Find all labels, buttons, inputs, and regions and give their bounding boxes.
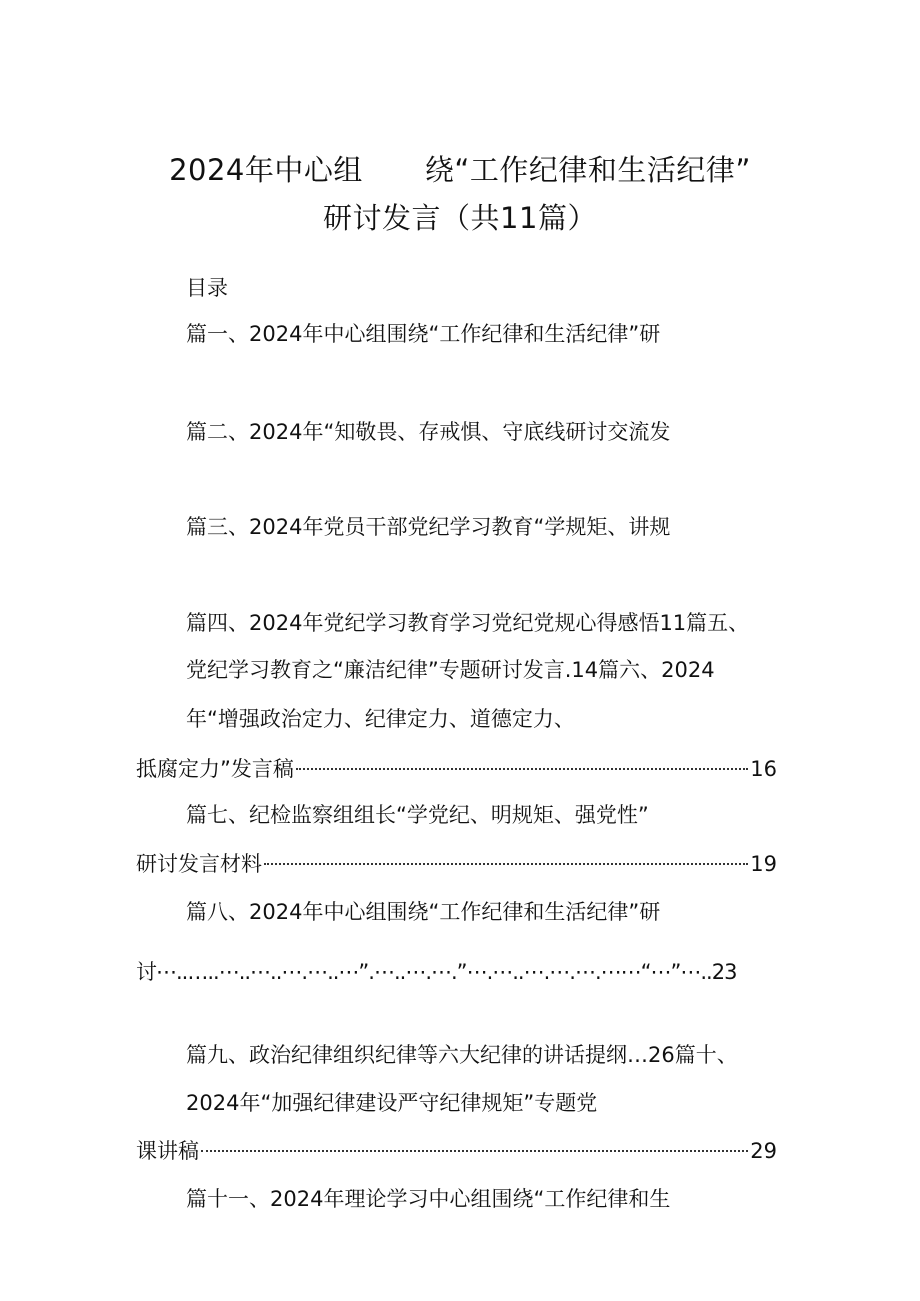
toc-entry-7-label: 抵腐定力”发言稿 <box>136 757 294 781</box>
toc-heading: 目录 <box>186 276 228 300</box>
toc-entry-12: 篇九、政治纪律组织纪律等六大纪律的讲话提纲…26篇十、 <box>186 1043 738 1067</box>
toc-entry-3: 篇三、2024年党员干部党纪学习教育“学规矩、讲规 <box>186 515 671 539</box>
toc-entry-6: 年“增强政治定力、纪律定力、道德定力、 <box>186 707 575 731</box>
toc-entry-14-page: 29 <box>750 1139 777 1163</box>
toc-entry-15: 篇十一、2024年理论学习中心组围绕“工作纪律和生 <box>186 1187 671 1211</box>
dot-leader <box>296 768 748 770</box>
title-part-2: 绕“工作纪律和生活纪律” <box>424 153 751 187</box>
title-part-1: 2024年中心组 <box>169 153 363 187</box>
toc-entry-9 <box>136 850 777 878</box>
toc-entry-9-label: 研讨发言材料 <box>136 852 262 876</box>
toc-entry-7 <box>136 755 777 783</box>
toc-entry-13: 2024年“加强纪律建设严守纪律规矩”专题党 <box>186 1091 598 1115</box>
toc-entry-5: 党纪学习教育之“廉洁纪律”专题研讨发言.14篇六、2024 <box>186 658 715 682</box>
dot-leader <box>201 1150 748 1152</box>
toc-entry-9-page: 19 <box>750 852 777 876</box>
toc-entry-10: 篇八、2024年中心组围绕“工作纪律和生活纪律”研 <box>186 900 661 924</box>
toc-entry-2: 篇二、2024年“知敬畏、存戒惧、守底线研讨交流发 <box>186 420 671 444</box>
dot-leader <box>264 863 748 865</box>
toc-entry-4: 篇四、2024年党纪学习教育学习党纪党规心得感悟11篇五、 <box>186 611 750 635</box>
toc-entry-14-label: 课讲稿 <box>136 1139 199 1163</box>
document-title-line-2: 研讨发言（共11篇） <box>323 201 597 235</box>
toc-entry-11: 讨⋯..…..⋯..⋯..⋯.⋯..⋯”.⋯..⋯.⋯.”⋯.⋯..⋯.⋯.⋯.⋯⋯“⋯”⋯..23 <box>136 960 737 984</box>
toc-entry-8: 篇七、纪检监察组组长“学党纪、明规矩、强党性” <box>186 803 649 827</box>
toc-entry-1: 篇一、2024年中心组围绕“工作纪律和生活纪律”研 <box>186 322 661 346</box>
toc-entry-7-page: 16 <box>750 757 777 781</box>
toc-entry-14 <box>136 1137 777 1165</box>
document-title-line-1 <box>0 148 920 189</box>
